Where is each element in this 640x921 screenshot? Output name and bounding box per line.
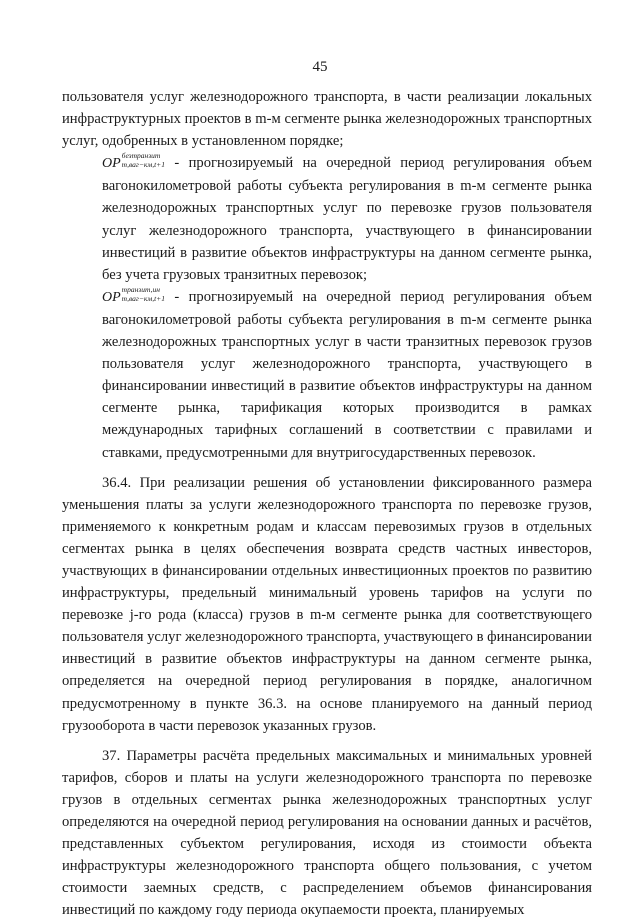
formula-1-text: - прогнозируемый на очередной период регулирования объем вагонокилометровой работы субъекта регулирования в m-м сегменте рынка железнодорожных транспортных услуг по перевозке грузов пользователя услуг железнодорожного транспорта, участвующего в финансировании инвестиций в развитие объектов инфраструктуры на данном сегменте рынка, без учета грузовых транзитных перевозок; xyxy=(102,155,592,283)
formula-2-sub: m,ваг−км,t+1 xyxy=(121,293,165,303)
formula-2-text: - прогнозируемый на очередной период регулирования объем вагонокилометровой работы субъекта регулирования в m-м сегменте рынка железнодорожных транспортных услуг в части транзитных перевозок грузов пользователя услуг железнодорожного транспорта, участвующего в финансировании инвестиций в развитие объектов инфраструктуры на данном сегменте рынка, тарификация которых производится в рамках международных тарифных соглашений в соответствии с правилами и ставками, предусмотренными для внутригосударственных перевозок. xyxy=(102,288,592,461)
paragraph-37: 37. Параметры расчёта предельных максимальных и минимальных уровней тарифов, сборов и платы на услуги железнодорожного транспорта по перевозке грузов в отдельных сегментах рынка железнодорожных транспортных услуг определяются на очередной период регулирования на основании данных и расчётов, представленных субъектом регулирования, исходя из стоимости объекта инфраструктуры железнодорожного транспорта общего пользования, с учетом стоимости заемных средств, с распределением объемов финансирования инвестиций по каждому году периода окупаемости проекта, планируемых xyxy=(62,747,592,919)
formula-2-base: OP xyxy=(102,289,121,305)
paragraph-continuation: пользователя услуг железнодорожного транспорта, в части реализации локальных инфраструктурных проектов в m-м сегменте рынка железнодорожных транспортных услуг, одобренных в установленном порядке; xyxy=(62,89,592,150)
document-body xyxy=(62,86,592,921)
formula-1-sup: безтранзит xyxy=(121,151,161,161)
formula-2-sup: транзит,ин xyxy=(121,284,160,294)
paragraph-36-4: 36.4. При реализации решения об установлении фиксированного размера уменьшения платы за услуги железнодорожного транспорта по перевозке грузов, применяемого к конкретным родам и классам перевозимых грузов в отдельных сегментах рынка в целях обеспечения возврата средств частных инвесторов, участвующих в финансировании отдельных инвестиционных проектов по развитию инфраструктуры, предельный минимальный уровень тарифов на услуги по перевозке j-го рода (класса) грузов в m-м сегменте рынка для соответствующего пользователя услуг железнодорожного транспорта, участвующего в финансировании инвестиций в развитие объектов инфраструктуры на данном сегменте рынка, определяется на очередной период регулирования в порядке, аналогичном предусмотренному в пункте 36.3. на основе планируемого на данный период грузооборота в части перевозок указанных грузов. xyxy=(62,474,592,734)
formula-1-sub: m,ваг−км,t+1 xyxy=(121,160,165,170)
formula-symbol-1 xyxy=(102,151,165,172)
formula-1-base: OP xyxy=(102,156,121,172)
formula-definition-2 xyxy=(62,286,592,464)
page-number: 45 xyxy=(312,59,328,75)
formula-symbol-2 xyxy=(102,284,165,305)
formula-definition-1 xyxy=(62,152,592,286)
